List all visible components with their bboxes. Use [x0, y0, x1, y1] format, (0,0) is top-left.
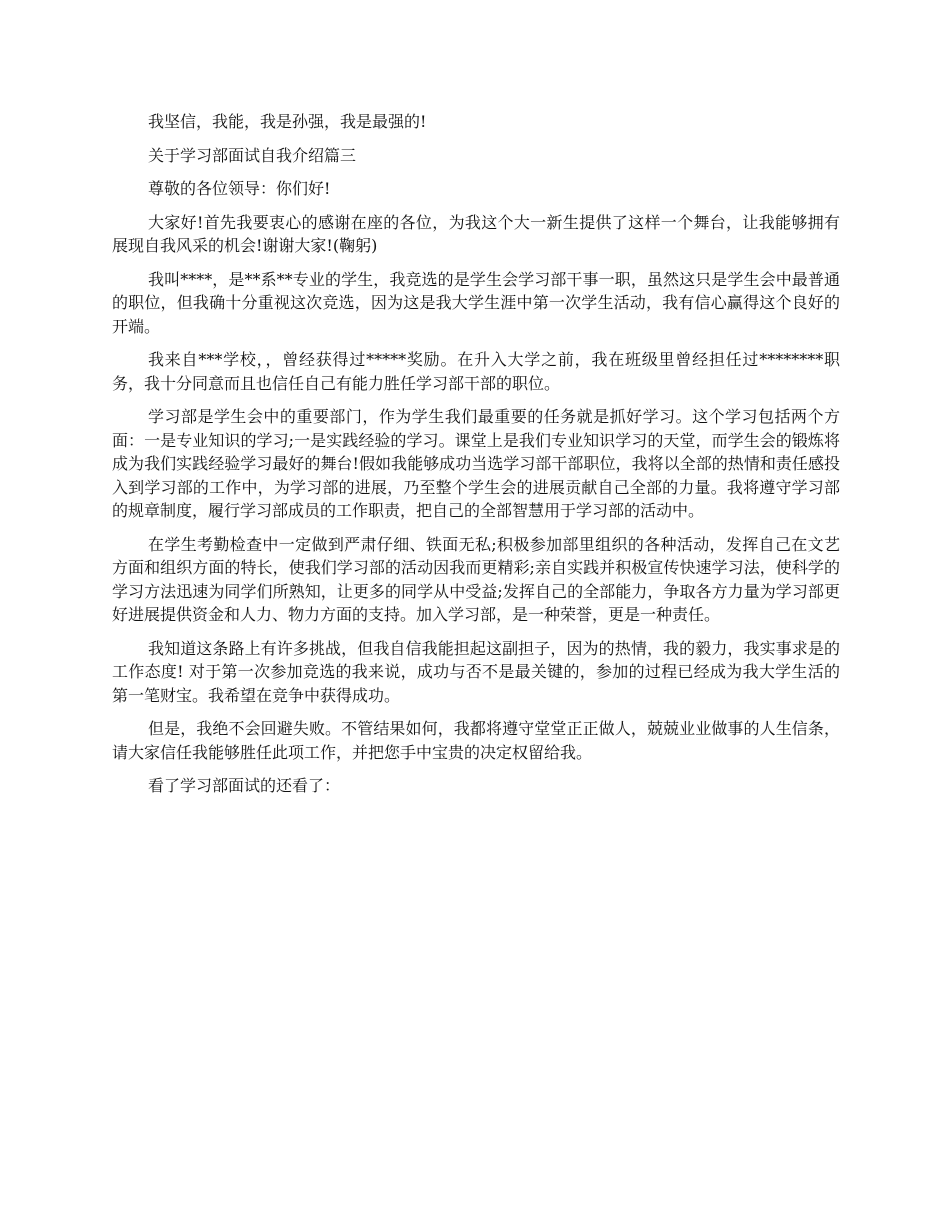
- related-reading-line: 看了学习部面试的还看了：: [148, 776, 341, 795]
- paragraph-greeting: 大家好!首先我要衷心的感谢在座的各位，为我这个大一新生提供了这样一个舞台，让我能够拥有展现自我风采的机会!谢谢大家!(鞠躬): [112, 212, 840, 255]
- paragraph-challenges: 我知道这条路上有许多挑战，但我自信我能担起这副担子，因为的热情，我的毅力，我实事求是的工作态度! 对于第一次参加竞选的我来说，成功与否不是最关键的，参加的过程已经成为我大学生活的第一笔财宝。我希望在竞争中获得成功。: [112, 638, 840, 705]
- paragraph-opening-line: 我坚信，我能，我是孙强，我是最强的!: [148, 112, 427, 131]
- paragraph-department-role: 学习部是学生会中的重要部门，作为学生我们最重要的任务就是抓好学习。这个学习包括两个方面：一是专业知识的学习;一是实践经验的学习。课堂上是我们专业知识学习的天堂，而学生会的锻炼将成为我们实践经验学习最好的舞台!假如我能够成功当选学习部干部职位，我将以全部的热情和责任感投入到学习部的工作中，为学习部的进展，乃至整个学生会的进展贡献自己全部的力量。我将遵守学习部的规章制度，履行学习部成员的工作职责，把自己的全部智慧用于学习部的活动中。: [112, 407, 840, 520]
- salutation: 尊敬的各位领导：你们好!: [148, 179, 331, 198]
- paragraph-closing: 但是，我绝不会回避失败。不管结果如何，我都将遵守堂堂正正做人，兢兢业业做事的人生信条，请大家信任我能够胜任此项工作，并把您手中宝贵的决定权留给我。: [112, 719, 840, 762]
- section-heading: 关于学习部面试自我介绍篇三: [148, 145, 357, 165]
- paragraph-plans: 在学生考勤检查中一定做到严肃仔细、铁面无私;积极参加部里组织的各种活动，发挥自己在文艺方面和组织方面的特长，使我们学习部的活动因我而更精彩;亲自实践并积极宣传快速学习法，使科学的学习方法迅速为同学们所熟知，让更多的同学从中受益;发挥自己的全部能力，争取各方力量为学习部更好进展提供资金和人力、物力方面的支持。加入学习部，是一种荣誉，更是一种责任。: [112, 534, 840, 624]
- document-page: [112, 110, 840, 808]
- paragraph-background: 我来自***学校，，曾经获得过*****奖励。在升入大学之前，我在班级里曾经担任过********职务，我十分同意而且也信任自己有能力胜任学习部干部的职位。: [112, 350, 840, 393]
- paragraph-self-intro: 我叫****，是**系**专业的学生，我竞选的是学生会学习部干事一职，虽然这只是学生会中最普通的职位，但我确十分重视这次竞选，因为这是我大学生涯中第一次学生活动，我有信心赢得这个良好的开端。: [112, 269, 840, 336]
